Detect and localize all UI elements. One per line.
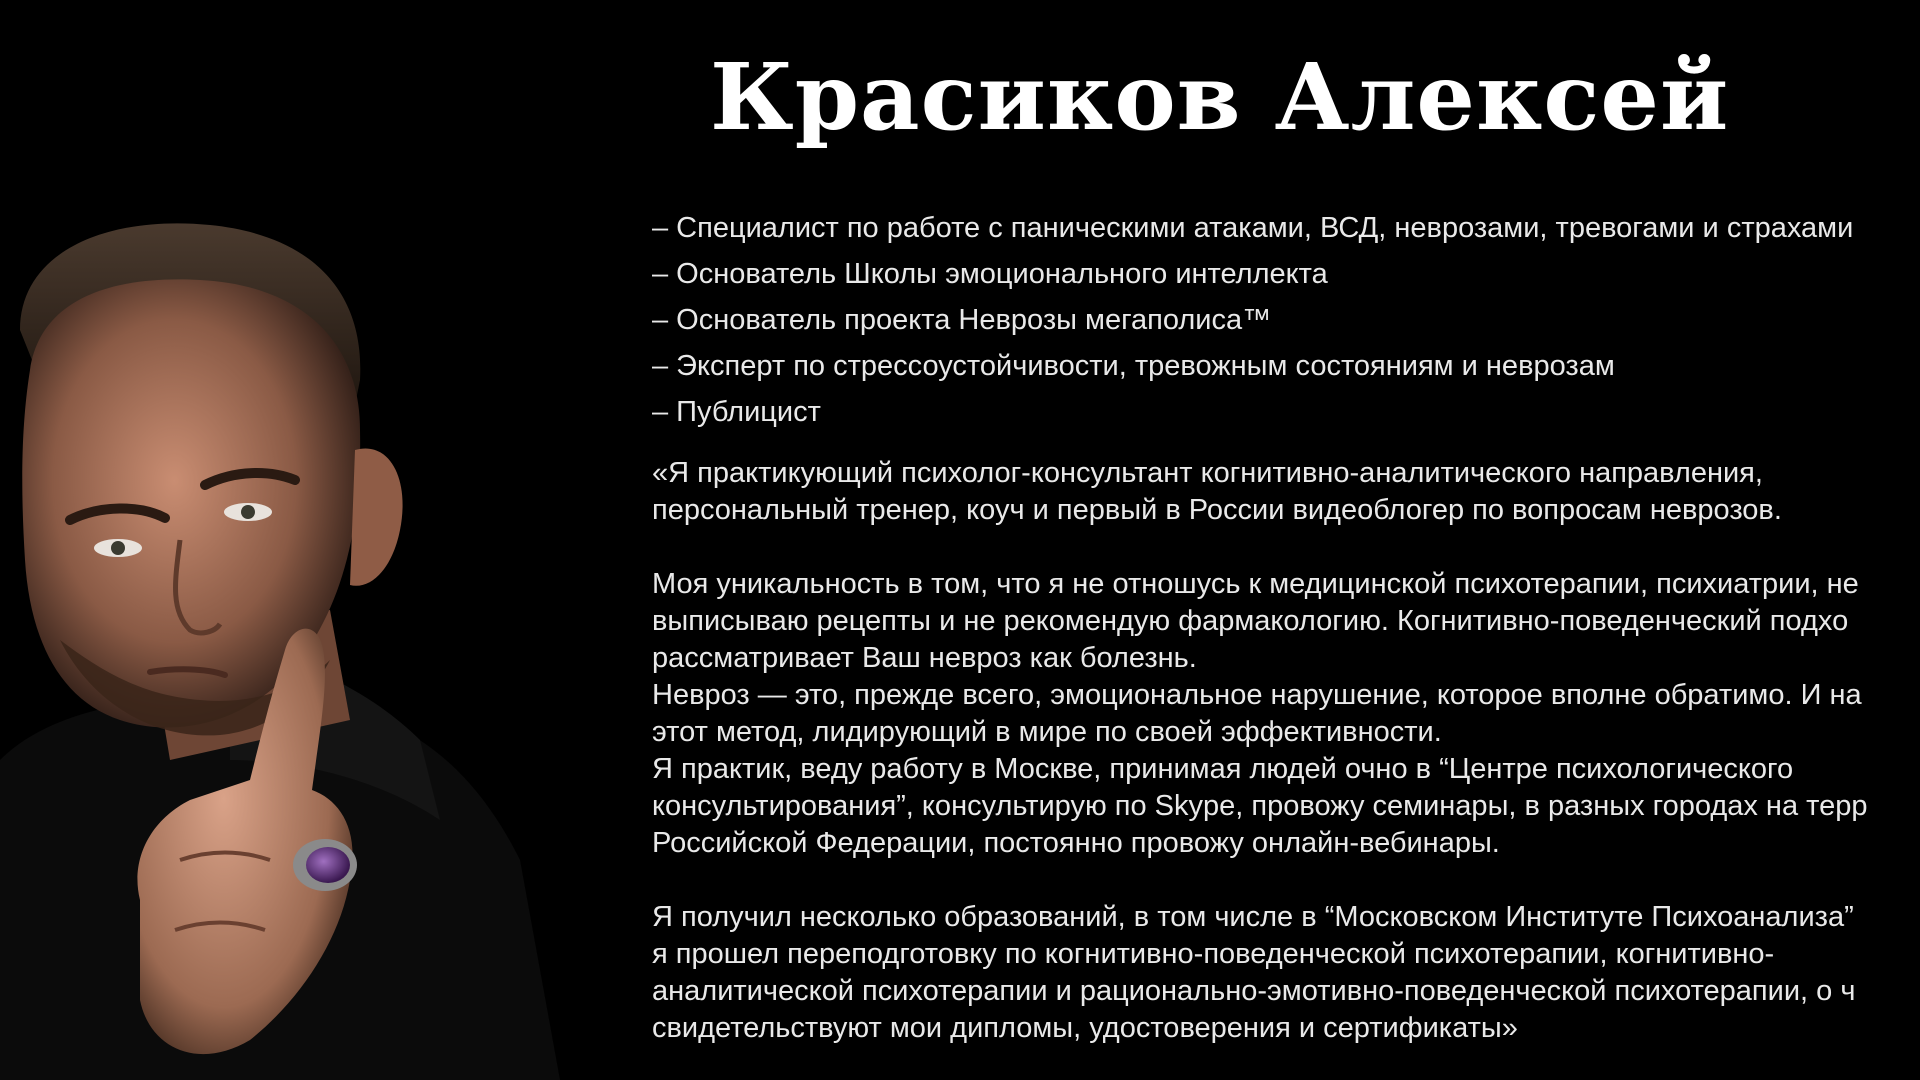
portrait-photo — [0, 0, 600, 1080]
text-line: консультирования”, консультирую по Skype, провожу семинары, в разных городах на терр — [652, 790, 1868, 822]
list-item: – Основатель Школы эмоционального интеллекта — [652, 258, 1328, 290]
text-line: я прошел переподготовку по когнитивно-поведенческой психотерапии, когнитивно- — [652, 938, 1775, 970]
portrait-illustration — [0, 0, 600, 1080]
list-item: – Основатель проекта Неврозы мегаполиса™ — [652, 304, 1272, 336]
list-item: – Эксперт по стрессоустойчивости, тревожным состояниям и неврозам — [652, 350, 1615, 382]
text-line: персональный тренер, коуч и первый в России видеоблогер по вопросам неврозов. — [652, 494, 1782, 526]
text-line: этот метод, лидирующий в мире по своей эффективности. — [652, 716, 1442, 748]
text-line: Моя уникальность в том, что я не отношусь к медицинской психотерапии, психиатрии, не — [652, 568, 1859, 600]
education-paragraph — [652, 899, 1920, 1047]
bio-content — [652, 205, 1920, 1047]
intro-paragraph — [652, 455, 1920, 529]
page-title: Красиков Алексей — [710, 43, 1730, 151]
credentials-list — [652, 205, 1920, 435]
text-line: свидетельствуют мои дипломы, удостоверения и сертификаты» — [652, 1012, 1518, 1044]
text-line: Я практик, веду работу в Москве, принимая людей очно в “Центре психологического — [652, 753, 1794, 785]
text-line: аналитической психотерапии и рационально-эмотивно-поведенческой психотерапии, о ч — [652, 975, 1856, 1007]
text-line: Невроз — это, прежде всего, эмоциональное нарушение, которое вполне обратимо. И на — [652, 679, 1862, 711]
uniqueness-paragraph — [652, 566, 1920, 862]
text-line: «Я практикующий психолог-консультант когнитивно-аналитического направления, — [652, 457, 1763, 489]
list-item: – Публицист — [652, 396, 821, 428]
list-item: – Специалист по работе с паническими атаками, ВСД, неврозами, тревогами и страхами — [652, 212, 1854, 244]
text-line: Российской Федерации, постоянно провожу онлайн-вебинары. — [652, 827, 1500, 859]
text-line: выписываю рецепты и не рекомендую фармакологию. Когнитивно-поведенческий подхо — [652, 605, 1849, 637]
text-line: рассматривает Ваш невроз как болезнь. — [652, 642, 1197, 674]
text-line: Я получил несколько образований, в том числе в “Московском Институте Психоанализа” — [652, 901, 1854, 933]
